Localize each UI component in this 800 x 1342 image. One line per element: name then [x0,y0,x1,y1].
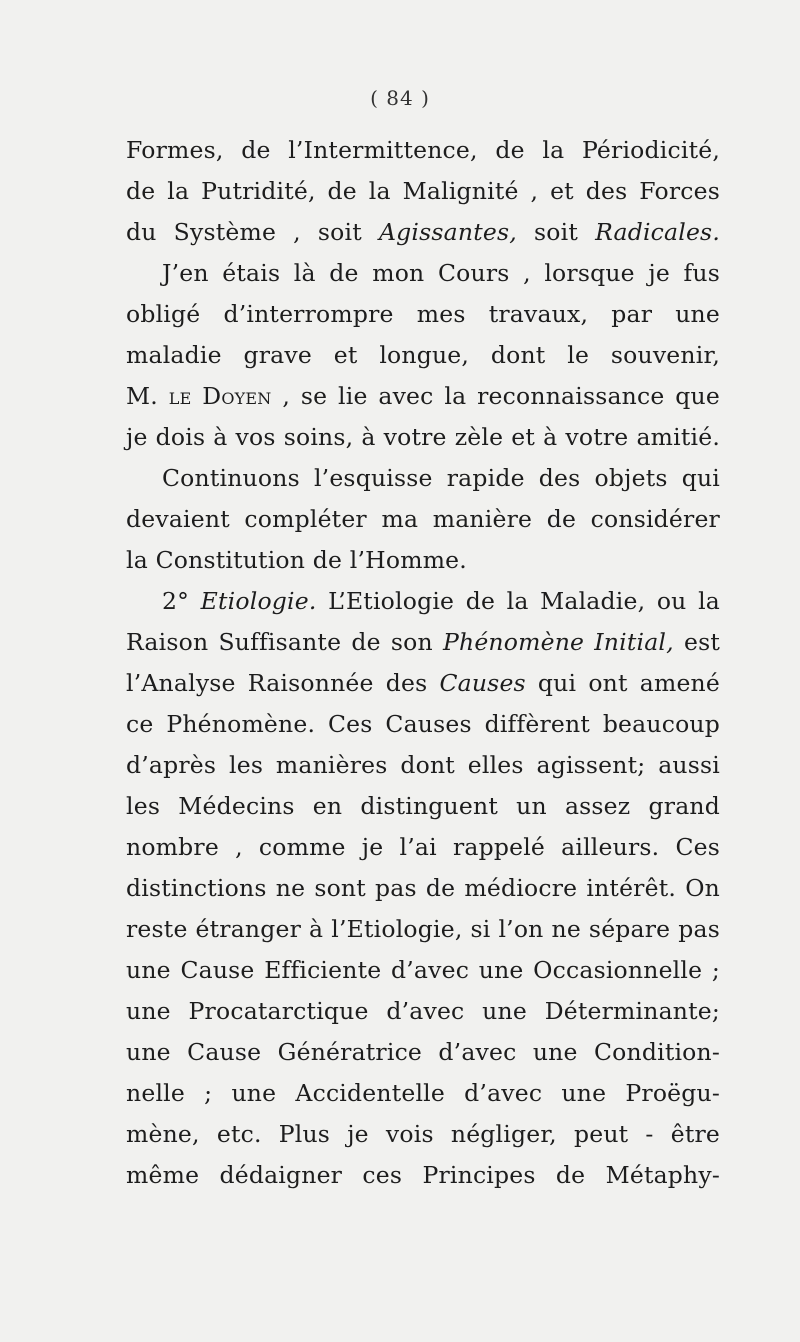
text-line [126,786,720,827]
text-line [126,458,720,499]
text-segment: une Cause Génératrice d’avec une Condition- [126,1038,720,1066]
text-segment: nelle ; une Accidentelle d’avec une Proëgu- [126,1079,720,1107]
text-segment: obligé d’interrompre mes travaux, par une [126,300,720,328]
text-segment: soit [516,218,596,246]
text-segment: nombre , comme je l’ai rappelé ailleurs. Ces [126,833,720,861]
text-line [126,1032,720,1073]
small-caps-text: le Doyen [168,382,272,410]
text-line [126,212,720,253]
text-segment: la Constitution de l’Homme. [126,546,467,574]
text-line [126,499,720,540]
text-segment: une Procatarctique d’avec une Déterminante; [126,997,720,1025]
text-line [126,130,720,171]
italic-text: Causes [439,669,526,697]
text-segment: Continuons l’esquisse rapide des objets qui [162,464,720,492]
text-line [126,1114,720,1155]
italic-text: Radicales. [595,218,720,246]
text-segment: reste étranger à l’Etiologie, si l’on ne sépare pas [126,915,720,943]
text-segment: Raison Suffisante de son [126,628,443,656]
page-number: ( 84 ) [370,86,430,110]
text-line [126,540,720,581]
text-line [126,294,720,335]
text-segment: je dois à vos soins, à votre zèle et à votre amitié. [126,423,720,451]
text-segment: J’en étais là de mon Cours , lorsque je fus [162,259,720,287]
italic-text: Agissantes, [379,218,517,246]
text-line [126,622,720,663]
text-segment: l’Analyse Raisonnée des [126,669,440,697]
text-line [126,581,720,622]
text-segment: une Cause Efficiente d’avec une Occasionnelle ; [126,956,720,984]
text-segment: M. [126,382,169,410]
text-line [126,335,720,376]
body-text [126,130,720,1196]
text-segment: 2° [162,587,201,615]
text-segment: les Médecins en distinguent un assez grand [126,792,720,820]
text-line [126,663,720,704]
text-line [126,745,720,786]
text-line [126,253,720,294]
text-segment: distinctions ne sont pas de médiocre intérêt. On [126,874,720,902]
text-line [126,827,720,868]
text-segment: Formes, de l’Intermittence, de la Périodicité, [126,136,720,164]
text-segment: d’après les manières dont elles agissent; aussi [126,751,720,779]
italic-text: Etiologie. [200,587,317,615]
text-line [126,171,720,212]
text-segment: est [673,628,720,656]
text-segment: devaient compléter ma manière de considérer [126,505,720,533]
text-segment: même dédaigner ces Principes de Métaphy- [126,1161,720,1189]
text-segment: du Système , soit [126,218,379,246]
text-line [126,704,720,745]
text-line [126,950,720,991]
text-line [126,376,720,417]
text-segment: L’Etiologie de la Maladie, ou la [316,587,720,615]
text-segment: ce Phénomène. Ces Causes diffèrent beaucoup [126,710,720,738]
text-line [126,417,720,458]
text-segment: qui ont amené [525,669,720,697]
text-segment: maladie grave et longue, dont le souvenir, [126,341,720,369]
text-line [126,991,720,1032]
text-line [126,1155,720,1196]
text-segment: , se lie avec la reconnaissance que [271,382,720,410]
text-line [126,909,720,950]
text-segment: mène, etc. Plus je vois négliger, peut - être [126,1120,720,1148]
text-line [126,1073,720,1114]
text-line [126,868,720,909]
text-segment: de la Putridité, de la Malignité , et des Forces [126,177,720,205]
italic-text: Phénomène Initial, [442,628,674,656]
